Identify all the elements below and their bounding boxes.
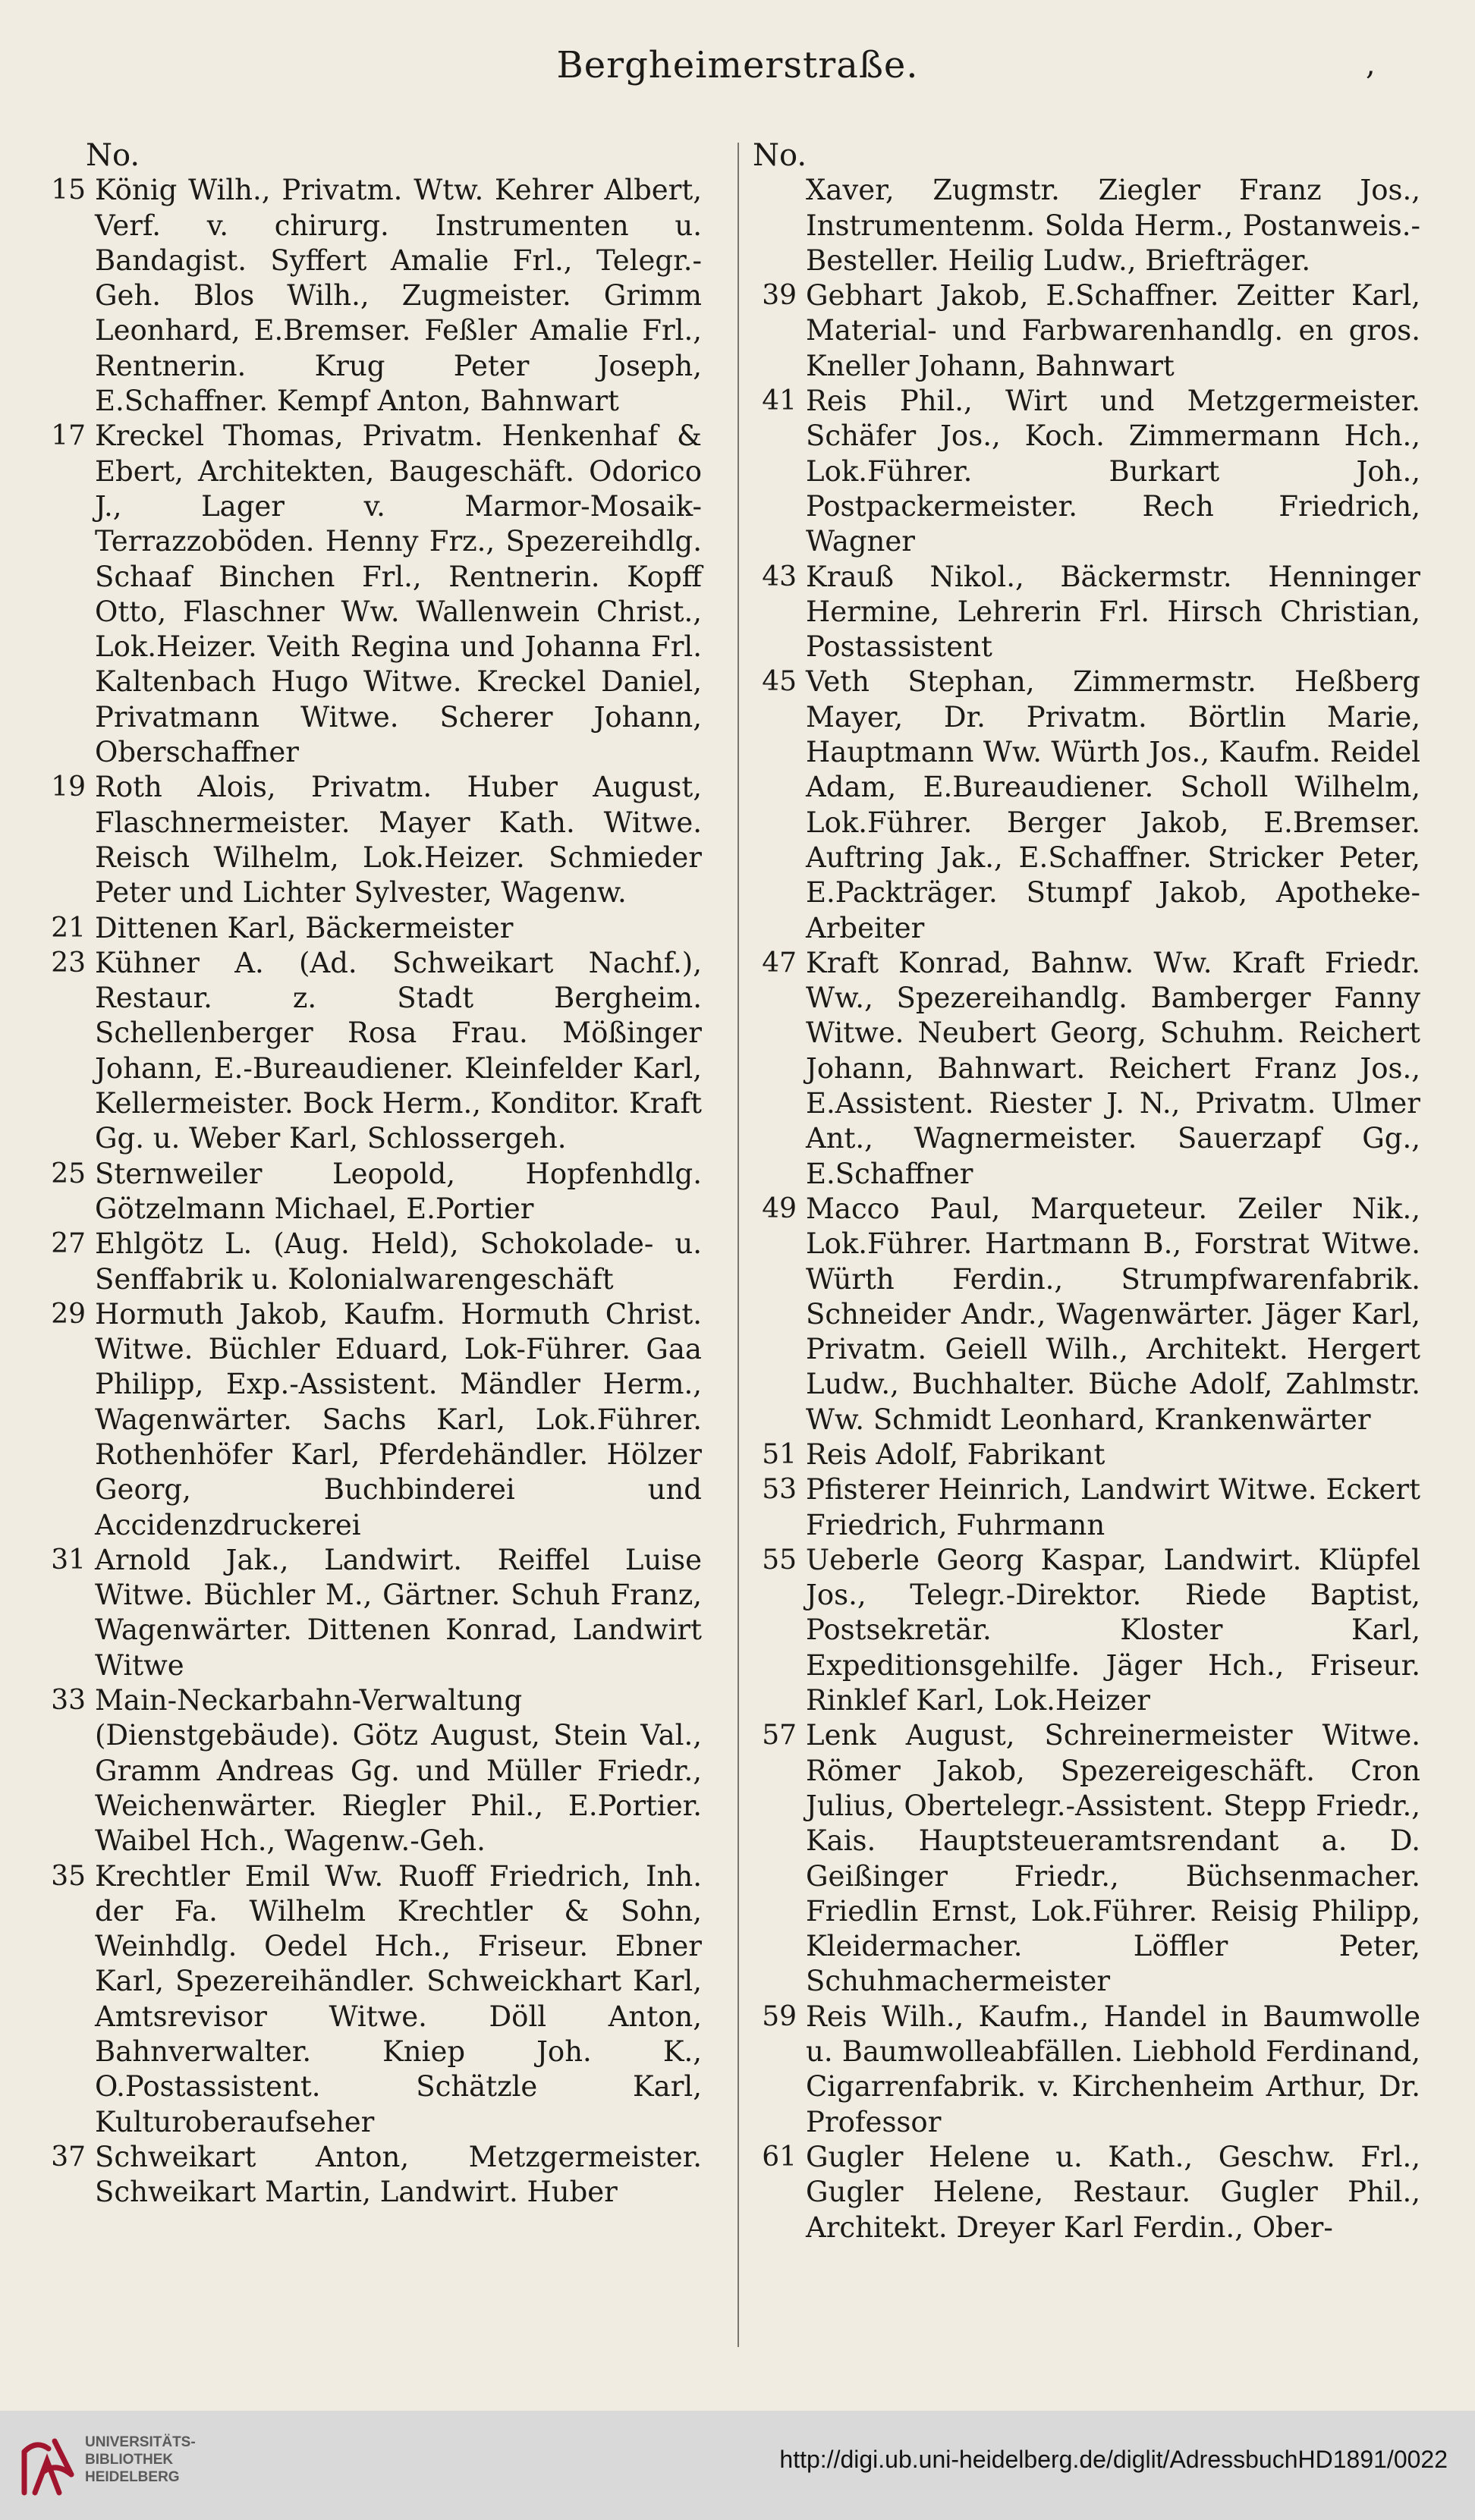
house-number: 15 (51, 174, 86, 206)
house-number: 57 (762, 1720, 797, 1752)
entry-text: Roth Alois, Privatm. Huber August, Flaschnermeister. Mayer Kath. Witwe. Reisch Wilhelm, Lok.Heizer. Schmieder Peter und Lichter Sylvester, Wagenw. (95, 771, 702, 910)
entry-text: König Wilh., Privatm. Wtw. Kehrer Albert, Verf. v. chirurg. Instrumenten u. Bandagist. Syffert Amalie Frl., Telegr.-Geh. Blos Wilh., Zugmeister. Grimm Leonhard, E.Bremser. Feßler Amalie Frl., Rentnerin. Krug Peter Joseph, E.Schaffner. Kempf Anton, Bahnwart (95, 174, 702, 418)
entry-text: Ehlgötz L. (Aug. Held), Schokolade- u. Senffabrik u. Kolonialwarengeschäft (95, 1227, 702, 1296)
entry-text: Reis Phil., Wirt und Metzgermeister. Schäfer Jos., Koch. Zimmermann Hch., Lok.Führer. Burkart Joh., Postpackermeister. Rech Friedrich, Wagner (806, 385, 1420, 558)
library-name[interactable] (85, 2434, 196, 2486)
address-entry (42, 1157, 702, 1227)
entry-text: Kreckel Thomas, Privatm. Henkenhaf & Ebert, Architekten, Baugeschäft. Odorico J., Lager v. Marmor-Mosaik-Terrazzoböden. Henny Frz., Spezereihdlg. Schaaf Binchen Frl., Rentnerin. Kopff Otto, Flaschner Ww. Wallenwein Christ., Lok.Heizer. Veith Regina und Johanna Frl. Kaltenbach Hugo Witwe. Kreckel Daniel, Privatmann Witwe. Scherer Johann, Oberschaffner (95, 419, 702, 769)
house-number: 51 (762, 1438, 797, 1470)
house-number: 61 (762, 2141, 797, 2173)
entry-text: Hormuth Jakob, Kaufm. Hormuth Christ. Witwe. Büchler Eduard, Lok-Führer. Gaa Philipp, Exp.-Assistent. Mändler Herm., Wagenwärter. Sachs Karl, Lok.Führer. Rothenhöfer Karl, Pferdehändler. Hölzer Georg, Buchbinderei und Accidenzdruckerei (95, 1297, 702, 1541)
column-divider (738, 143, 739, 2347)
house-number: 45 (762, 666, 797, 698)
house-number: 47 (762, 947, 797, 979)
page-title: Bergheimerstraße. (556, 44, 919, 86)
entry-text: Xaver, Zugmstr. Ziegler Franz Jos., Instrumentenm. Solda Herm., Postanweis.-Besteller. Heilig Ludw., Briefträger. (806, 174, 1420, 277)
entry-text: Arnold Jak., Landwirt. Reiffel Luise Witwe. Büchler M., Gärtner. Schuh Franz, Wagenwärter. Dittenen Konrad, Landwirt Witwe (95, 1543, 702, 1682)
house-number: 37 (51, 2141, 86, 2173)
entry-text: Lenk August, Schreinermeister Witwe. Römer Jakob, Spezereigeschäft. Cron Julius, Obertelegr.-Assistent. Stepp Friedr., Kais. Hauptsteueramtsrendant a. D. Geißinger Friedr., Büchsenmacher. Friedlin Ernst, Lok.Führer. Reisig Philipp, Kleidermacher. Löffler Peter, Schuhmachermeister (806, 1719, 1420, 1998)
house-number: 29 (51, 1298, 86, 1330)
address-entry (42, 911, 702, 946)
address-entry (42, 1683, 702, 1859)
address-entry (753, 1438, 1420, 1472)
address-entry (42, 173, 702, 419)
house-number: 21 (51, 912, 86, 944)
entry-text: Pfisterer Heinrich, Landwirt Witwe. Eckert Friedrich, Fuhrmann (806, 1473, 1420, 1541)
entry-text: Macco Paul, Marqueteur. Zeiler Nik., Lok.Führer. Hartmann B., Forstrat Witwe. Würth Ferdin., Strumpfwarenfabrik. Schneider Andr., Wagenwärter. Jäger Karl, Privatm. Geiell Wilh., Architekt. Hergert Ludw., Buchhalter. Büche Adolf, Zahlmstr. Ww. Schmidt Leonhard, Krankenwärter (806, 1192, 1420, 1436)
library-logo-icon[interactable] (14, 2426, 82, 2502)
entry-text: Gugler Helene u. Kath., Geschw. Frl., Gugler Helene, Restaur. Gugler Phil., Architekt. Dreyer Karl Ferdin., Ober- (806, 2140, 1420, 2244)
address-entry (753, 384, 1420, 559)
library-name-line: BIBLIOTHEK (85, 2452, 174, 2468)
house-number: 27 (51, 1228, 86, 1260)
address-entry (42, 1297, 702, 1543)
address-entry (753, 1543, 1420, 1718)
house-number: 39 (762, 280, 797, 312)
address-entry (753, 1192, 1420, 1438)
page-corner-mark: , (1366, 47, 1376, 82)
house-number: 19 (51, 771, 86, 803)
entry-text: Sternweiler Leopold, Hopfenhdlg. Götzelmann Michael, E.Portier (95, 1157, 702, 1225)
entry-text: Veth Stephan, Zimmermstr. Heßberg Mayer, Dr. Privatm. Börtlin Marie, Hauptmann Ww. Würth Jos., Kaufm. Reidel Adam, E.Bureaudiener. Scholl Wilhelm, Lok.Führer. Berger Jakob, E.Bremser. Auftring Jak., E.Schaffner. Stricker Peter, E.Packträger. Stumpf Jakob, Apotheke-Arbeiter (806, 665, 1420, 944)
footer-bar (0, 2411, 1475, 2520)
entry-text: Krechtler Emil Ww. Ruoff Friedrich, Inh. der Fa. Wilhelm Krechtler & Sohn, Weinhdlg. Oedel Hch., Friseur. Ebner Karl, Spezereihändler. Schweickhart Karl, Amtsrevisor Witwe. Döll Anton, Bahnverwalter. Kniep Joh. K., O.Postassistent. Schätzle Karl, Kulturoberaufseher (95, 1859, 702, 2138)
address-entry (753, 1472, 1420, 1543)
address-entry (42, 1859, 702, 2140)
entry-text: Gebhart Jakob, E.Schaffner. Zeitter Karl, Material- und Farbwarenhandlg. en gros. Kneller Johann, Bahnwart (806, 279, 1420, 382)
entry-text: Reis Adolf, Fabrikant (806, 1438, 1105, 1471)
library-name-line: HEIDELBERG (85, 2469, 180, 2485)
address-entry (42, 946, 702, 1157)
address-entry-continued (753, 173, 1420, 278)
address-entry (42, 2140, 702, 2210)
entry-text: Kühner A. (Ad. Schweikart Nachf.), Restaur. z. Stadt Bergheim. Schellenberger Rosa Frau. Mößinger Johann, E.-Bureaudiener. Kleinfelder Karl, Kellermeister. Bock Herm., Konditor. Kraft Gg. u. Weber Karl, Schlossergeh. (95, 946, 702, 1155)
left-column-header: No. (86, 138, 140, 173)
house-number: 23 (51, 947, 86, 979)
entry-text: Schweikart Anton, Metzgermeister. Schweikart Martin, Landwirt. Huber (95, 2140, 702, 2209)
address-entry (753, 1718, 1420, 1999)
address-entry (42, 1543, 702, 1683)
address-entry (42, 419, 702, 770)
left-column (42, 138, 702, 2210)
library-name-line: UNIVERSITÄTS- (85, 2434, 196, 2450)
house-number: 33 (51, 1685, 86, 1717)
source-url-link[interactable]: http://digi.ub.uni-heidelberg.de/diglit/AdressbuchHD1891/0022 (779, 2446, 1448, 2473)
house-number: 41 (762, 385, 797, 417)
entry-text: Reis Wilh., Kaufm., Handel in Baumwolle u. Baumwolleabfällen. Liebhold Ferdinand, Cigarrenfabrik. v. Kirchenheim Arthur, Dr. Professor (806, 2000, 1420, 2138)
address-entry (753, 2000, 1420, 2140)
address-entry (753, 665, 1420, 945)
house-number: 25 (51, 1158, 86, 1189)
entry-text: Kraft Konrad, Bahnw. Ww. Kraft Friedr. Ww., Spezereihandlg. Bamberger Fanny Witwe. Neubert Georg, Schuhm. Reichert Johann, Bahnwart. Reichert Franz Jos., E.Assistent. Riester J. N., Privatm. Ulmer Ant., Wagnermeister. Sauerzapf Gg., E.Schaffner (806, 946, 1420, 1190)
house-number: 55 (762, 1544, 797, 1576)
entry-text: Krauß Nikol., Bäckermstr. Henninger Hermine, Lehrerin Frl. Hirsch Christian, Postassistent (806, 560, 1420, 664)
entry-text: Main-Neckarbahn-Verwaltung (Dienstgebäude). Götz August, Stein Val., Gramm Andreas Gg. und Müller Friedr., Weichenwärter. Riegler Phil., E.Portier. Waibel Hch., Wagenw.-Geh. (95, 1684, 702, 1858)
address-entry (753, 560, 1420, 665)
address-entry (753, 2140, 1420, 2245)
house-number: 43 (762, 561, 797, 592)
address-entry (753, 278, 1420, 384)
address-entry (753, 946, 1420, 1192)
house-number: 17 (51, 420, 86, 452)
house-number: 49 (762, 1192, 797, 1224)
entry-text: Ueberle Georg Kaspar, Landwirt. Klüpfel Jos., Telegr.-Direktor. Riede Baptist, Postsekretär. Kloster Karl, Expeditionsgehilfe. Jäger Hch., Friseur. Rinklef Karl, Lok.Heizer (806, 1543, 1420, 1717)
house-number: 35 (51, 1860, 86, 1892)
right-column-header: No. (753, 138, 807, 173)
right-column (753, 138, 1420, 2245)
address-entry (42, 1227, 702, 1297)
house-number: 53 (762, 1474, 797, 1506)
house-number: 59 (762, 2000, 797, 2032)
entry-text: Dittenen Karl, Bäckermeister (95, 911, 514, 944)
house-number: 31 (51, 1544, 86, 1576)
address-entry (42, 770, 702, 910)
